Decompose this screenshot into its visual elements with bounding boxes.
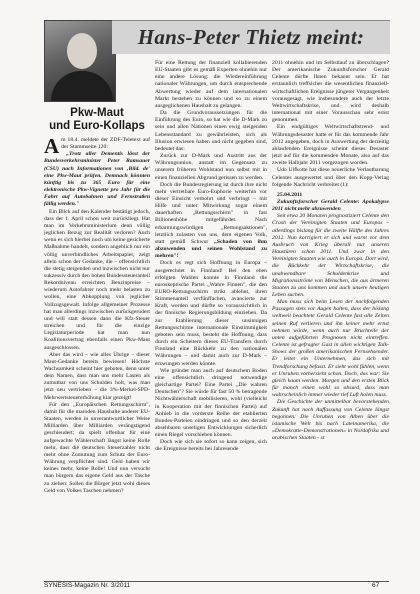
quote-paragraph: Man muss sich beim Lesen der nachfolgenden Passagen stets vor Augen halten, dass der bislang weltweit beachtete Gerald Celente fast alle Zeiten seinen Ruf verlieren und ihn keiner mehr ernst nehmen würde, wenn auch nur Bruchteile der unten aufgeführten Prognosen nicht eintreffen. Celente ist gefragter Gast in allen wichtigen Talk-Shows der großen amerikanischen Fernsehsender. Er leitet ein Unternehmen, das sich mit Trendforschung befasst. Er sieht wohl fühlen, wenn er Unruhen vorhersieht schon. Doch, das war: Sie gleich kaum werden. Morgen und den ersten Blick für manch einen wohl so absurd, dass man wahrscheinlich immer wieder tief Luft holen muss. xyxy=(272,299,389,399)
body-paragraph: Wie gründet man auch auf deutschem Boden eine offensichtlich dringend notwendige gleichartige Partei? Eine Partei „Die wahren Deutschen"? Sie würde für fast 50 % betragende Nichtwählerschaft mobilisieren, wohl (vielleicht in Kooperation mit der finnischen Partei) auf Anhieb in die vorderste Reihe der etablierten Bundes-Parteien eindringen und so den derzeit absehbaren unseligen Entwicklungen sicherlich einen Riegel vorschieben können. xyxy=(155,367,267,439)
quote-paragraph: Die Geschichte der unmittelbar bevorstehenden Zukunft hat nach Auffassung von Celente längst begonnen: Die Unruhen von Athen über die islamische Welt bis nach Lateinamerika, die «Demokratie-Demonstrationen» in Nordafrika und arabischen Staaten - st xyxy=(272,399,389,442)
body-paragraph: Da die Grundvoraussetzungen für die Einführung des Euro, so hat wie die D-Mark zu sein und allen Nationen einen ewig steigenden Lebensstandard zu gewährleisten, sich als Illusion erwiesen haben und nicht gegeben sind, bedeutet das: xyxy=(155,110,267,152)
body-paragraph: Zurück zur D-Mark und Austritt aus der Währungsunion, anstatt im Gegensatz zu unserem früheren Wohlstand nun selbst mit in einen finanziellen Abgrund gerissen zu werden. xyxy=(155,153,267,181)
text-column-2 xyxy=(155,60,267,578)
article-headline: Pkw-Maut und Euro-Kollaps xyxy=(49,107,145,132)
quote-paragraph: Seit etwa 20 Monaten prognostiziert Celente den Crash der Vereinigten Staaten und Europas – allerdings bislang für die zweite Hälfte des Jahres 2012. Nun korrigiert er sich und warnt vor dem Ausbruch von Krieg überall nur unseren Haustüren schon 2011. Und zwar in den Vereinigten Staaten wie auch in Europa. Dort wird, die Rückkehr der Wirtschaftskrise, die unabwendbare Schuldenkrise und Migrationsströme von Menschen, die aus ärmeren Staaten zu uns kommen und auch unsere heutigen Leben suchen. xyxy=(272,213,389,298)
body-paragraph: Ein Blick auf den Kalender bestätigt jedoch, dass der 1. April schon weit zurückliegt. Hat man im Verkehrsministerium denn völlig jeglichen Bezug zur Realität verloren? Auch wenn es sich hierbei noch um keine gesicherte Maßnahme handelt, sondern angeblich nur ein völlig unverbindliches Arbeitspapier, zeigt allein schon der Gedanke, die – offensichtlich die stetig steigenden und inzwischen nicht nur sukzessiv durch den hohen Bundessteueranteil Rekordniveau erreichten Benzinpreise – wiederum Autofahrer noch mehr belasten zu wollen, eine Abkopplung von jeglicher Vollzugsgewalt. Infolge allgemeiner Prozesse hat man allerdings inzwischen zurückgerudert und will statt dessen dann die Kfz-Steuer streichen und für die einzige Legislaturperiode hat man nun Koalitionsvertrag ebenfalls einen Pkw-Maut ausgeschlossen. xyxy=(44,208,150,351)
body-paragraph: Udo Ulfkotte hat diese neuerliche Verlautbarung Celentes ausgewertet und über den Kopp-Verlag folgende Nachricht verbreitet (1): xyxy=(272,167,389,188)
body-paragraph: Aber das wird – wie alles Übrige – dieser Maut-Gedanke bereits bewiesen! Höchste Wachsamkeit scheint hier geboten, denn unter dem Namen, dass man uns mehr Lasten als zumutbar von uns Schulden holt, was man jetzt neu vertrieben – die 3%-Merkel-SPD-Mehrwertsteuererhöhung klar gezeigt! xyxy=(44,351,150,401)
author-photo xyxy=(44,20,116,102)
body-paragraph: Ein endgültiges Weltwirtschaftstrend- und Währungsdesaster hatte er für das kommende Jahr 2012 angegeben, doch in Auswertung der derzeitig ablaufenden Ereignisse scheint dieses Desaster jetzt auf für die kommenden Monate, also auf das zweite Halbjahr 2011 vorgezogen worden. xyxy=(272,124,389,167)
body-paragraph: Für den „Europäischen Rettungsschirm", damit für die maroden Haushalte anderer EU-Staaten, werden in unverantwortlicher Weise Milliarden über Milliarden verängstigend geschleudert; da spielt offenbar für eine aufgewachte Wählerschaft längst keine Rolle mehr, dass die deutschen Steuerzahler nicht mehr ohne Zumutung zum Schutz der Euro-Währung verpflichtet sind. Geld haben wir keines mehr, keine Rolle! Und nun versucht man bürgern das eigene Geld aus der Tasche zu ziehen: Sollen die Bürger jetzt wohl dieses Geld von Volkes Taschen nehmen? xyxy=(44,401,150,494)
quote-date: 25.04.2011 xyxy=(277,191,303,198)
footer-magazine-name: SYNESIS-Magazin Nr. 3/2011 xyxy=(44,582,131,589)
page-number: 67 xyxy=(372,582,380,589)
drop-cap: A xyxy=(44,137,60,158)
column-title-banner xyxy=(112,20,390,54)
text-column-1 xyxy=(44,137,150,578)
column-title: Hans-Peter Thietz meint: xyxy=(137,25,365,49)
body-paragraph: Doch die Bundesregierung ist durch ihre nicht mehr vertretbare Euro-Euphorie weiterhin vor dieser Einsicht verbohrt und verbringt – mit Hilfe und unter Mitwirkung sogar einem dauerhaften „Rettungsschirm" in fast Billionenhöhe mitgefährdet. Nach erbarmungswürdigen „Rettungsaktionen", letztlich zulasten von uns, dem eigenen Volk, statt gemäß Schwur „Schaden von ihm abzuwenden und seinen Wohlstand zu mehren"! xyxy=(155,181,267,260)
intro-paragraph: Am 18.4. meldete der ZDF-Teletext auf der Stammseite 120: xyxy=(44,137,150,158)
body-paragraph: Doch wie sich sie sofort so kann zeigen, sich die Ereignisse bereits bei Jahresende xyxy=(155,439,267,453)
quote-paragraph: „Trotz aller Dementis lässt der Bundesverkehrsminister Peter Ramsauer (CSU) nach Informationen von ‚Bild. de' eine Pkw-Maut prüfen. Demnach könnten künftig bis zu 365 Euro für eine elektronische Pkw-Vignette pro Jahr für die Fahrt auf Autobahnen und Fernstraßen fällig werden." xyxy=(44,151,150,208)
text-column-3 xyxy=(272,60,389,578)
body-paragraph: Doch es regt sich Hoffnung in Europa – ausgerechnet in Finnland! Bei den eben erfolgten Wahlen konnte in Finnland die euroskeptische Partei „Wahre Finnen", die den EURO-Rettungsschirm strikt ablehnt, ihren Stimmenanteil verfünffachen, avancierte zur Kraft, werden und dürfte so voraussichtlich in der finnische Regierungsbildung einziehen. Da zur Etablierung dieser unsinnigen Rettungsschirme internationale Einstimmigkeit geboten sein muss, besteht die Hoffnung, dass durch ein Scheitern dieses EU-Transfers durch Finnland eine Rückkehr zu den nationalen Währungen – und damit auch zur D-Mark – erzwungen werden könnte. xyxy=(155,260,267,367)
body-paragraph: 2011 ohnehin und im Selbstlauf zu überschlagen? Der amerikanische Zukunftsforscher Gerald Celente dürfte Ihnen bekannt sein. Er hat erstaunlich treffsicher die wesentlichen finanziell-wirtschaftlichen Ereignisse jüngerer Vergangenheit vorausgesagt, wie insbesondere auch der letzte Weltwirtschaftskrise, und wird deshalb international mit einer Vorausschau sehr ernst genommen. xyxy=(272,60,389,124)
quote-heading: Zukunftsforscher Gerald Celente: Apokalypse 2011 nicht mehr abzuwenden xyxy=(272,198,389,213)
body-paragraph: Für eine Rettung der finanziell kollabierenden EU-Staaten gibt es gemäß Experten ohnehin nur eine andere Lösung: die Wiedereinführung nationaler Währungen, um durch entsprechende Abwertung wieder auf dem internationalen Markt bestehen zu können und so zu einem ausgeglichenen Haushalt zu gelangen. xyxy=(155,60,267,109)
